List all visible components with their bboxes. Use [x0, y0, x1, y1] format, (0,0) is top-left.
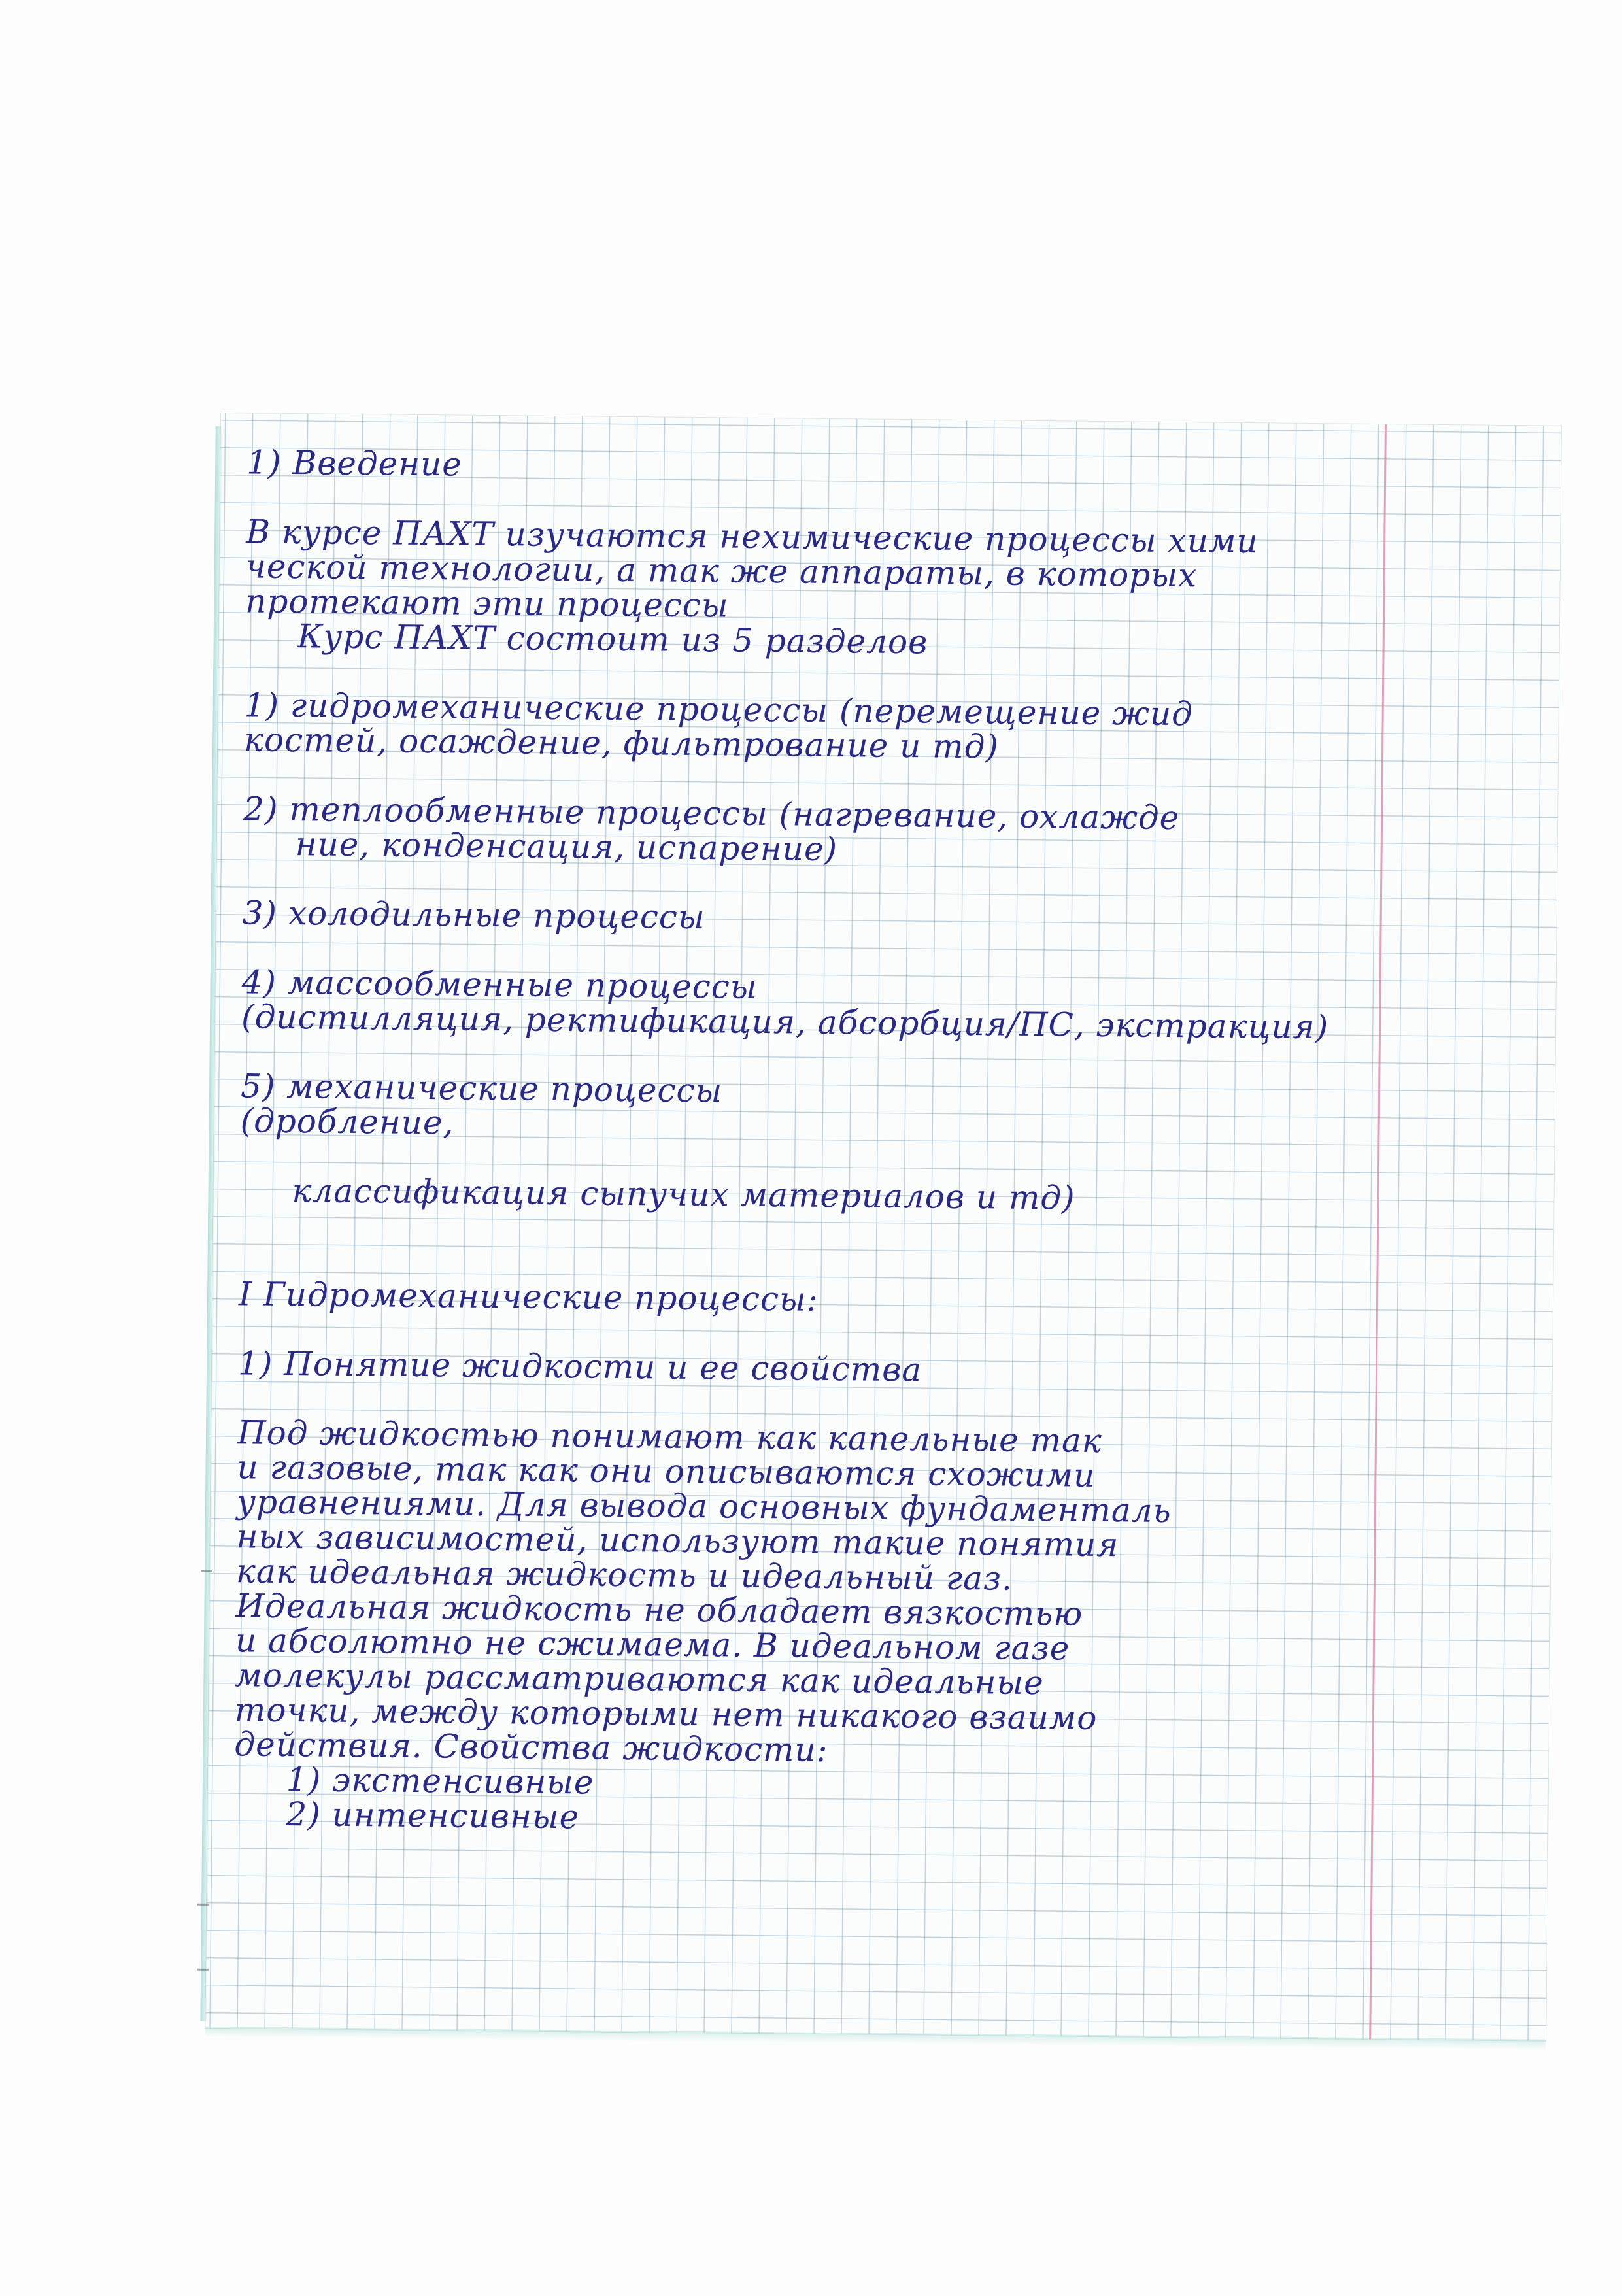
binding-notch [201, 1570, 212, 1572]
note-line: и абсолютно не сжимаема. В идеальном газе [235, 1621, 1070, 1668]
note-line: I Гидромеханические процессы: [238, 1275, 819, 1319]
sheet-bottom-edge [205, 2027, 1546, 2050]
note-line: ческой технологии, а так же аппараты, в которых [245, 547, 1198, 595]
sheet-left-edge [200, 426, 222, 2021]
note-line: 4) массообменные процессы [241, 963, 758, 1006]
note-line: протекают эти процессы [245, 582, 729, 625]
note-line: (дробление, [240, 1102, 454, 1142]
binding-notch [197, 1904, 209, 1906]
note-line: 1) Понятие жидкости и ее свойства [237, 1344, 922, 1389]
note-line: молекулы рассматриваются как идеальные [235, 1656, 1045, 1702]
note-line: и газовые, так как они описываются схожими [237, 1448, 1096, 1494]
note-line: уравнениями. Для вывода основных фундаменталь [236, 1483, 1172, 1530]
note-line: Курс ПАХТ состоит из 5 разделов [297, 617, 928, 662]
note-line: 2) теплообменные процессы (нагревание, охлажде [243, 790, 1180, 837]
note-line: действия. Свойства жидкости: [234, 1725, 828, 1770]
note-line: В курсе ПАХТ изучаются нехимические процессы хими [245, 513, 1259, 561]
note-line: 1) экстенсивные [286, 1761, 594, 1802]
note-line: 2) интенсивные [286, 1795, 580, 1836]
note-line: 1) Введение [246, 443, 463, 484]
note-line: Идеальная жидкость не обладает вязкостью [235, 1587, 1083, 1633]
margin-line [1369, 424, 1387, 2039]
note-line: точки, между которыми нет никакого взаимо [234, 1691, 1098, 1737]
note-line: Под жидкостью понимают как капельные так [237, 1413, 1102, 1460]
binding-notch [197, 1969, 209, 1971]
note-line: как идеальная жидкость и идеальный газ. [235, 1552, 1013, 1598]
note-line: классификация сыпучих материалов и тд) [292, 1172, 1075, 1217]
handwritten-notes [234, 443, 1398, 1836]
note-line: костей, осаждение, фильтрование и тд) [243, 720, 1000, 766]
note-line: 3) холодильные процессы [242, 894, 705, 937]
note-line: ных зависимостей, используют такие понятия [236, 1517, 1119, 1564]
note-line: 5) механические процессы [240, 1067, 723, 1110]
note-line: 1) гидромеханические процессы (перемещение жид [244, 686, 1194, 734]
notebook-sheet [205, 413, 1561, 2041]
note-line: (дистилляция, ректификация, абсорбция/ПС, экстракция) [241, 998, 1329, 1047]
note-line: ние, конденсация, испарение) [295, 825, 838, 869]
